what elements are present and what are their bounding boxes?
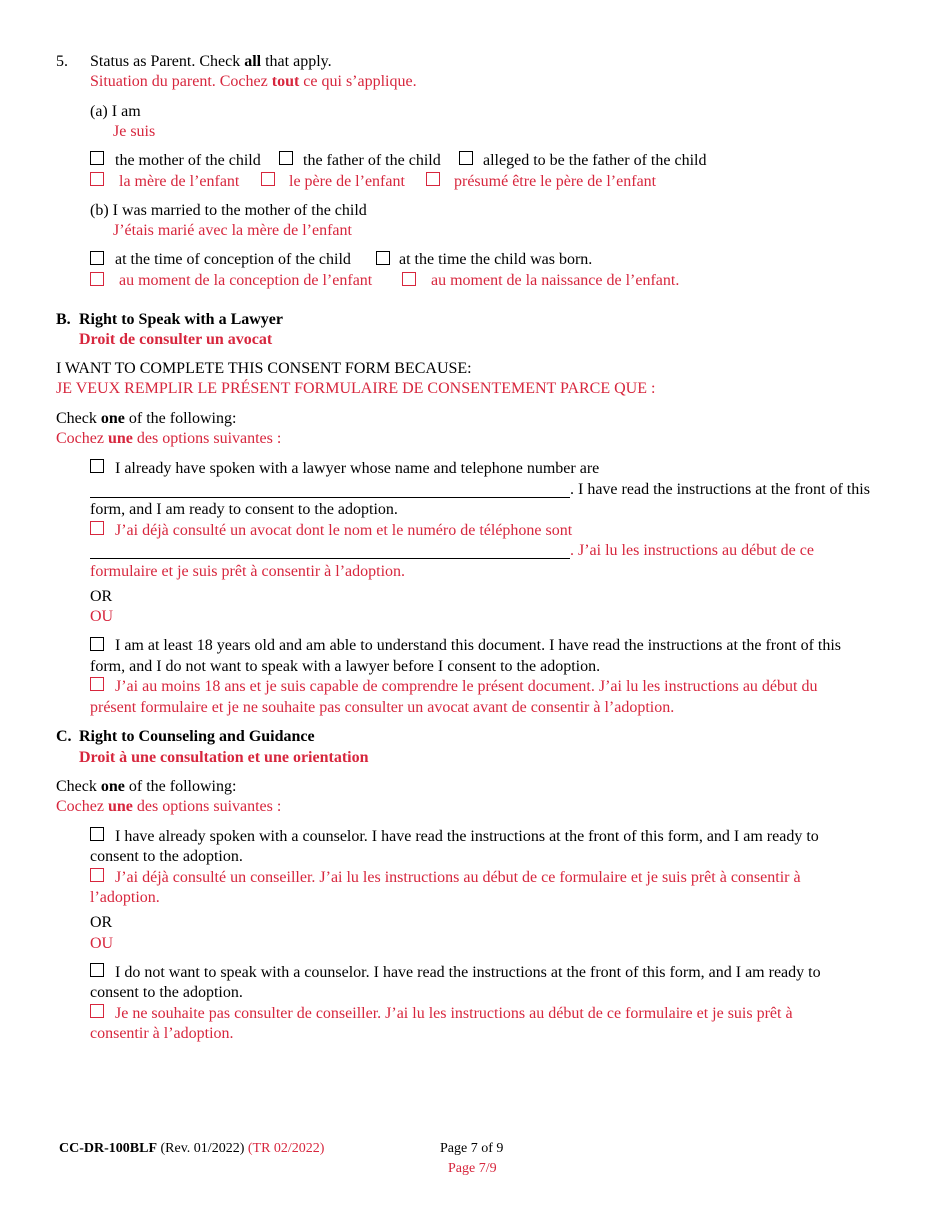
counselor-spoken-text-2: consent to the adoption. bbox=[90, 848, 243, 865]
or-label-fr: OU bbox=[90, 608, 114, 625]
avocat-consulte-checkbox[interactable] bbox=[90, 521, 104, 535]
item-number: 5. bbox=[56, 53, 68, 70]
section-b-title-en: Right to Speak with a Lawyer bbox=[79, 311, 284, 328]
section-c-title-en: Right to Counseling and Guidance bbox=[79, 728, 315, 745]
naissance-option-label: au moment de la naissance de l’enfant. bbox=[431, 272, 680, 289]
section5-title-en: Status as Parent. Check all that apply. bbox=[90, 53, 332, 70]
mother-checkbox[interactable] bbox=[90, 151, 104, 165]
section-b-check-one-en: Check one of the following: bbox=[56, 410, 237, 427]
no-counselor-text-1: I do not want to speak with a counselor. I have read the instructions at the front of this form, and I am ready to bbox=[115, 964, 821, 981]
form-identifier: CC-DR-100BLF (Rev. 01/2022) (TR 02/2022) bbox=[59, 1141, 325, 1156]
birth-checkbox[interactable] bbox=[376, 251, 390, 265]
mere-option-label: la mère de l’enfant bbox=[119, 173, 240, 190]
conception-checkbox[interactable] bbox=[90, 251, 104, 265]
alleged-father-checkbox[interactable] bbox=[459, 151, 473, 165]
avocat-consulte-text-1: J’ai déjà consulté un avocat dont le nom et le numéro de téléphone sont bbox=[115, 522, 573, 539]
section5-title-fr: Situation du parent. Cochez tout ce qui s’applique. bbox=[90, 73, 417, 90]
subitem-b-label-en: (b) I was married to the mother of the child bbox=[90, 202, 367, 219]
conseiller-consulte-text-1: J’ai déjà consulté un conseiller. J’ai lu les instructions au début de ce formulaire et je suis prêt à consentir à bbox=[115, 869, 801, 886]
section-c-check-one-en: Check one of the following: bbox=[56, 778, 237, 795]
mother-option-label: the mother of the child bbox=[115, 152, 261, 169]
lawyer-spoken-checkbox[interactable] bbox=[90, 459, 104, 473]
presume-pere-option-label: présumé être le père de l’enfant bbox=[454, 173, 657, 190]
no-lawyer-text-1: I am at least 18 years old and am able to understand this document. I have read the instructions at the front of this bbox=[115, 637, 842, 654]
presume-pere-checkbox[interactable] bbox=[426, 172, 440, 186]
pere-option-label: le père de l’enfant bbox=[289, 173, 405, 190]
no-counselor-checkbox[interactable] bbox=[90, 963, 104, 977]
section-c-letter: C. bbox=[56, 728, 72, 745]
sans-conseiller-checkbox[interactable] bbox=[90, 1004, 104, 1018]
no-lawyer-text-2: form, and I do not want to speak with a lawyer before I consent to the adoption. bbox=[90, 658, 601, 675]
avocat-consulte-text-3: formulaire et je suis prêt à consentir à l’adoption. bbox=[90, 563, 406, 580]
lawyer-spoken-text-3: form, and I am ready to consent to the adoption. bbox=[90, 501, 398, 518]
section-b-check-one-fr: Cochez une des options suivantes : bbox=[56, 430, 282, 447]
father-checkbox[interactable] bbox=[279, 151, 293, 165]
lawyer-spoken-text-1: I already have spoken with a lawyer whose name and telephone number are bbox=[115, 460, 600, 477]
or-label-en: OR bbox=[90, 588, 113, 605]
section-c-check-one-fr: Cochez une des options suivantes : bbox=[56, 798, 282, 815]
section-b-title-fr: Droit de consulter un avocat bbox=[79, 331, 273, 348]
lawyer-name-phone-line[interactable] bbox=[90, 497, 570, 498]
sans-conseiller-text-1: Je ne souhaite pas consulter de conseiller. J’ai lu les instructions au début de ce formulaire et je suis prêt à bbox=[115, 1005, 793, 1022]
want-statement-en: I WANT TO COMPLETE THIS CONSENT FORM BECAUSE: bbox=[56, 360, 472, 377]
naissance-checkbox[interactable] bbox=[402, 272, 416, 286]
conseiller-consulte-checkbox[interactable] bbox=[90, 868, 104, 882]
sans-avocat-text-2: présent formulaire et je ne souhaite pas consulter un avocat avant de consentir à l’adoption. bbox=[90, 699, 675, 716]
subitem-b-label-fr: J’étais marié avec la mère de l’enfant bbox=[113, 222, 352, 239]
section-c-title-fr: Droit à une consultation et une orientation bbox=[79, 749, 369, 766]
no-counselor-text-2: consent to the adoption. bbox=[90, 984, 243, 1001]
sans-avocat-checkbox[interactable] bbox=[90, 677, 104, 691]
birth-option-label: at the time the child was born. bbox=[399, 251, 593, 268]
subitem-a-label-en: (a) I am bbox=[90, 103, 141, 120]
mere-checkbox[interactable] bbox=[90, 172, 104, 186]
pere-checkbox[interactable] bbox=[261, 172, 275, 186]
counselor-spoken-checkbox[interactable] bbox=[90, 827, 104, 841]
sans-conseiller-text-2: consentir à l’adoption. bbox=[90, 1025, 234, 1042]
lawyer-spoken-text-2: . I have read the instructions at the front of this bbox=[570, 481, 870, 498]
want-statement-fr: JE VEUX REMPLIR LE PRÉSENT FORMULAIRE DE CONSENTEMENT PARCE QUE : bbox=[56, 380, 656, 397]
conception-fr-option-label: au moment de la conception de l’enfant bbox=[119, 272, 373, 289]
or-label-fr: OU bbox=[90, 935, 114, 952]
sans-avocat-text-1: J’ai au moins 18 ans et je suis capable de comprendre le présent document. J’ai lu les instructions au début du bbox=[115, 678, 818, 695]
avocat-nom-telephone-line[interactable] bbox=[90, 558, 570, 559]
father-option-label: the father of the child bbox=[303, 152, 441, 169]
subitem-a-label-fr: Je suis bbox=[113, 123, 156, 140]
page-number-en: Page 7 of 9 bbox=[440, 1141, 504, 1156]
conseiller-consulte-text-2: l’adoption. bbox=[90, 889, 160, 906]
alleged-father-option-label: alleged to be the father of the child bbox=[483, 152, 707, 169]
no-lawyer-checkbox[interactable] bbox=[90, 637, 104, 651]
or-label-en: OR bbox=[90, 914, 113, 931]
conception-option-label: at the time of conception of the child bbox=[115, 251, 351, 268]
section-b-letter: B. bbox=[56, 311, 71, 328]
avocat-consulte-text-2: . J’ai lu les instructions au début de ce bbox=[570, 542, 814, 559]
conception-fr-checkbox[interactable] bbox=[90, 272, 104, 286]
page-number-fr: Page 7/9 bbox=[448, 1161, 497, 1176]
counselor-spoken-text-1: I have already spoken with a counselor. I have read the instructions at the front of this form, and I am ready to bbox=[115, 828, 819, 845]
